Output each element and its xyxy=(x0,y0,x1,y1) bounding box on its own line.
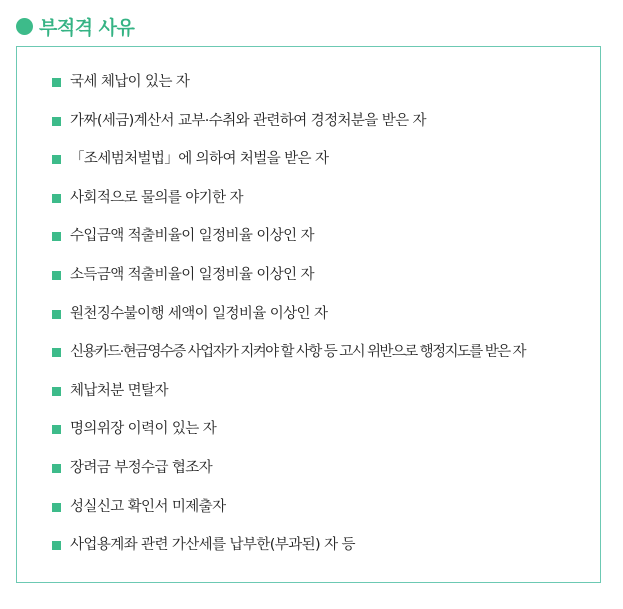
list-item-label: 가짜(세금)계산서 교부·수취와 관련하여 경정처분을 받은 자 xyxy=(70,112,426,129)
list-item xyxy=(52,303,525,342)
list-item-label: 원천징수불이행 세액이 일정비율 이상인 자 xyxy=(70,305,328,322)
list-item xyxy=(52,534,525,573)
list-item xyxy=(52,225,525,264)
list-item xyxy=(52,496,525,535)
section-header xyxy=(16,13,134,39)
circle-bullet-icon xyxy=(16,18,33,35)
list-item xyxy=(52,187,525,226)
list-item-label: 「조세범처벌법」에 의하여 처벌을 받은 자 xyxy=(70,151,329,168)
list-item-label: 사업용계좌 관련 가산세를 납부한(부과된) 자 등 xyxy=(70,537,355,554)
square-bullet-icon xyxy=(52,155,61,164)
list-item-label: 소득금액 적출비율이 일정비율 이상인 자 xyxy=(70,266,314,283)
list-item-label: 명의위장 이력이 있는 자 xyxy=(70,421,217,438)
square-bullet-icon xyxy=(52,310,61,319)
list-item-label: 성실신고 확인서 미제출자 xyxy=(70,498,226,515)
list-item xyxy=(52,148,525,187)
square-bullet-icon xyxy=(52,194,61,203)
ineligibility-list xyxy=(52,71,525,573)
list-item-label: 수입금액 적출비율이 일정비율 이상인 자 xyxy=(70,228,314,245)
list-item xyxy=(52,71,525,110)
square-bullet-icon xyxy=(52,503,61,512)
square-bullet-icon xyxy=(52,232,61,241)
list-item-label: 사회적으로 물의를 야기한 자 xyxy=(70,189,243,206)
list-item-label: 신용카드·현금영수증 사업자가 지켜야 할 사항 등 고시 위반으로 행정지도를 받은 자 xyxy=(70,344,525,361)
square-bullet-icon xyxy=(52,271,61,280)
list-item xyxy=(52,457,525,496)
list-item-label: 국세 체납이 있는 자 xyxy=(70,74,190,90)
list-item xyxy=(52,418,525,457)
list-item-label: 장려금 부정수급 협조자 xyxy=(70,459,213,476)
section-title: 부적격 사유 xyxy=(39,16,135,39)
list-item-label: 체납처분 면탈자 xyxy=(70,382,168,399)
list-item xyxy=(52,380,525,419)
square-bullet-icon xyxy=(52,425,61,434)
square-bullet-icon xyxy=(52,464,61,473)
list-item xyxy=(52,264,525,303)
square-bullet-icon xyxy=(52,348,61,357)
list-item xyxy=(52,110,525,149)
square-bullet-icon xyxy=(52,78,61,87)
square-bullet-icon xyxy=(52,387,61,396)
list-item xyxy=(52,341,525,380)
square-bullet-icon xyxy=(52,541,61,550)
square-bullet-icon xyxy=(52,117,61,126)
